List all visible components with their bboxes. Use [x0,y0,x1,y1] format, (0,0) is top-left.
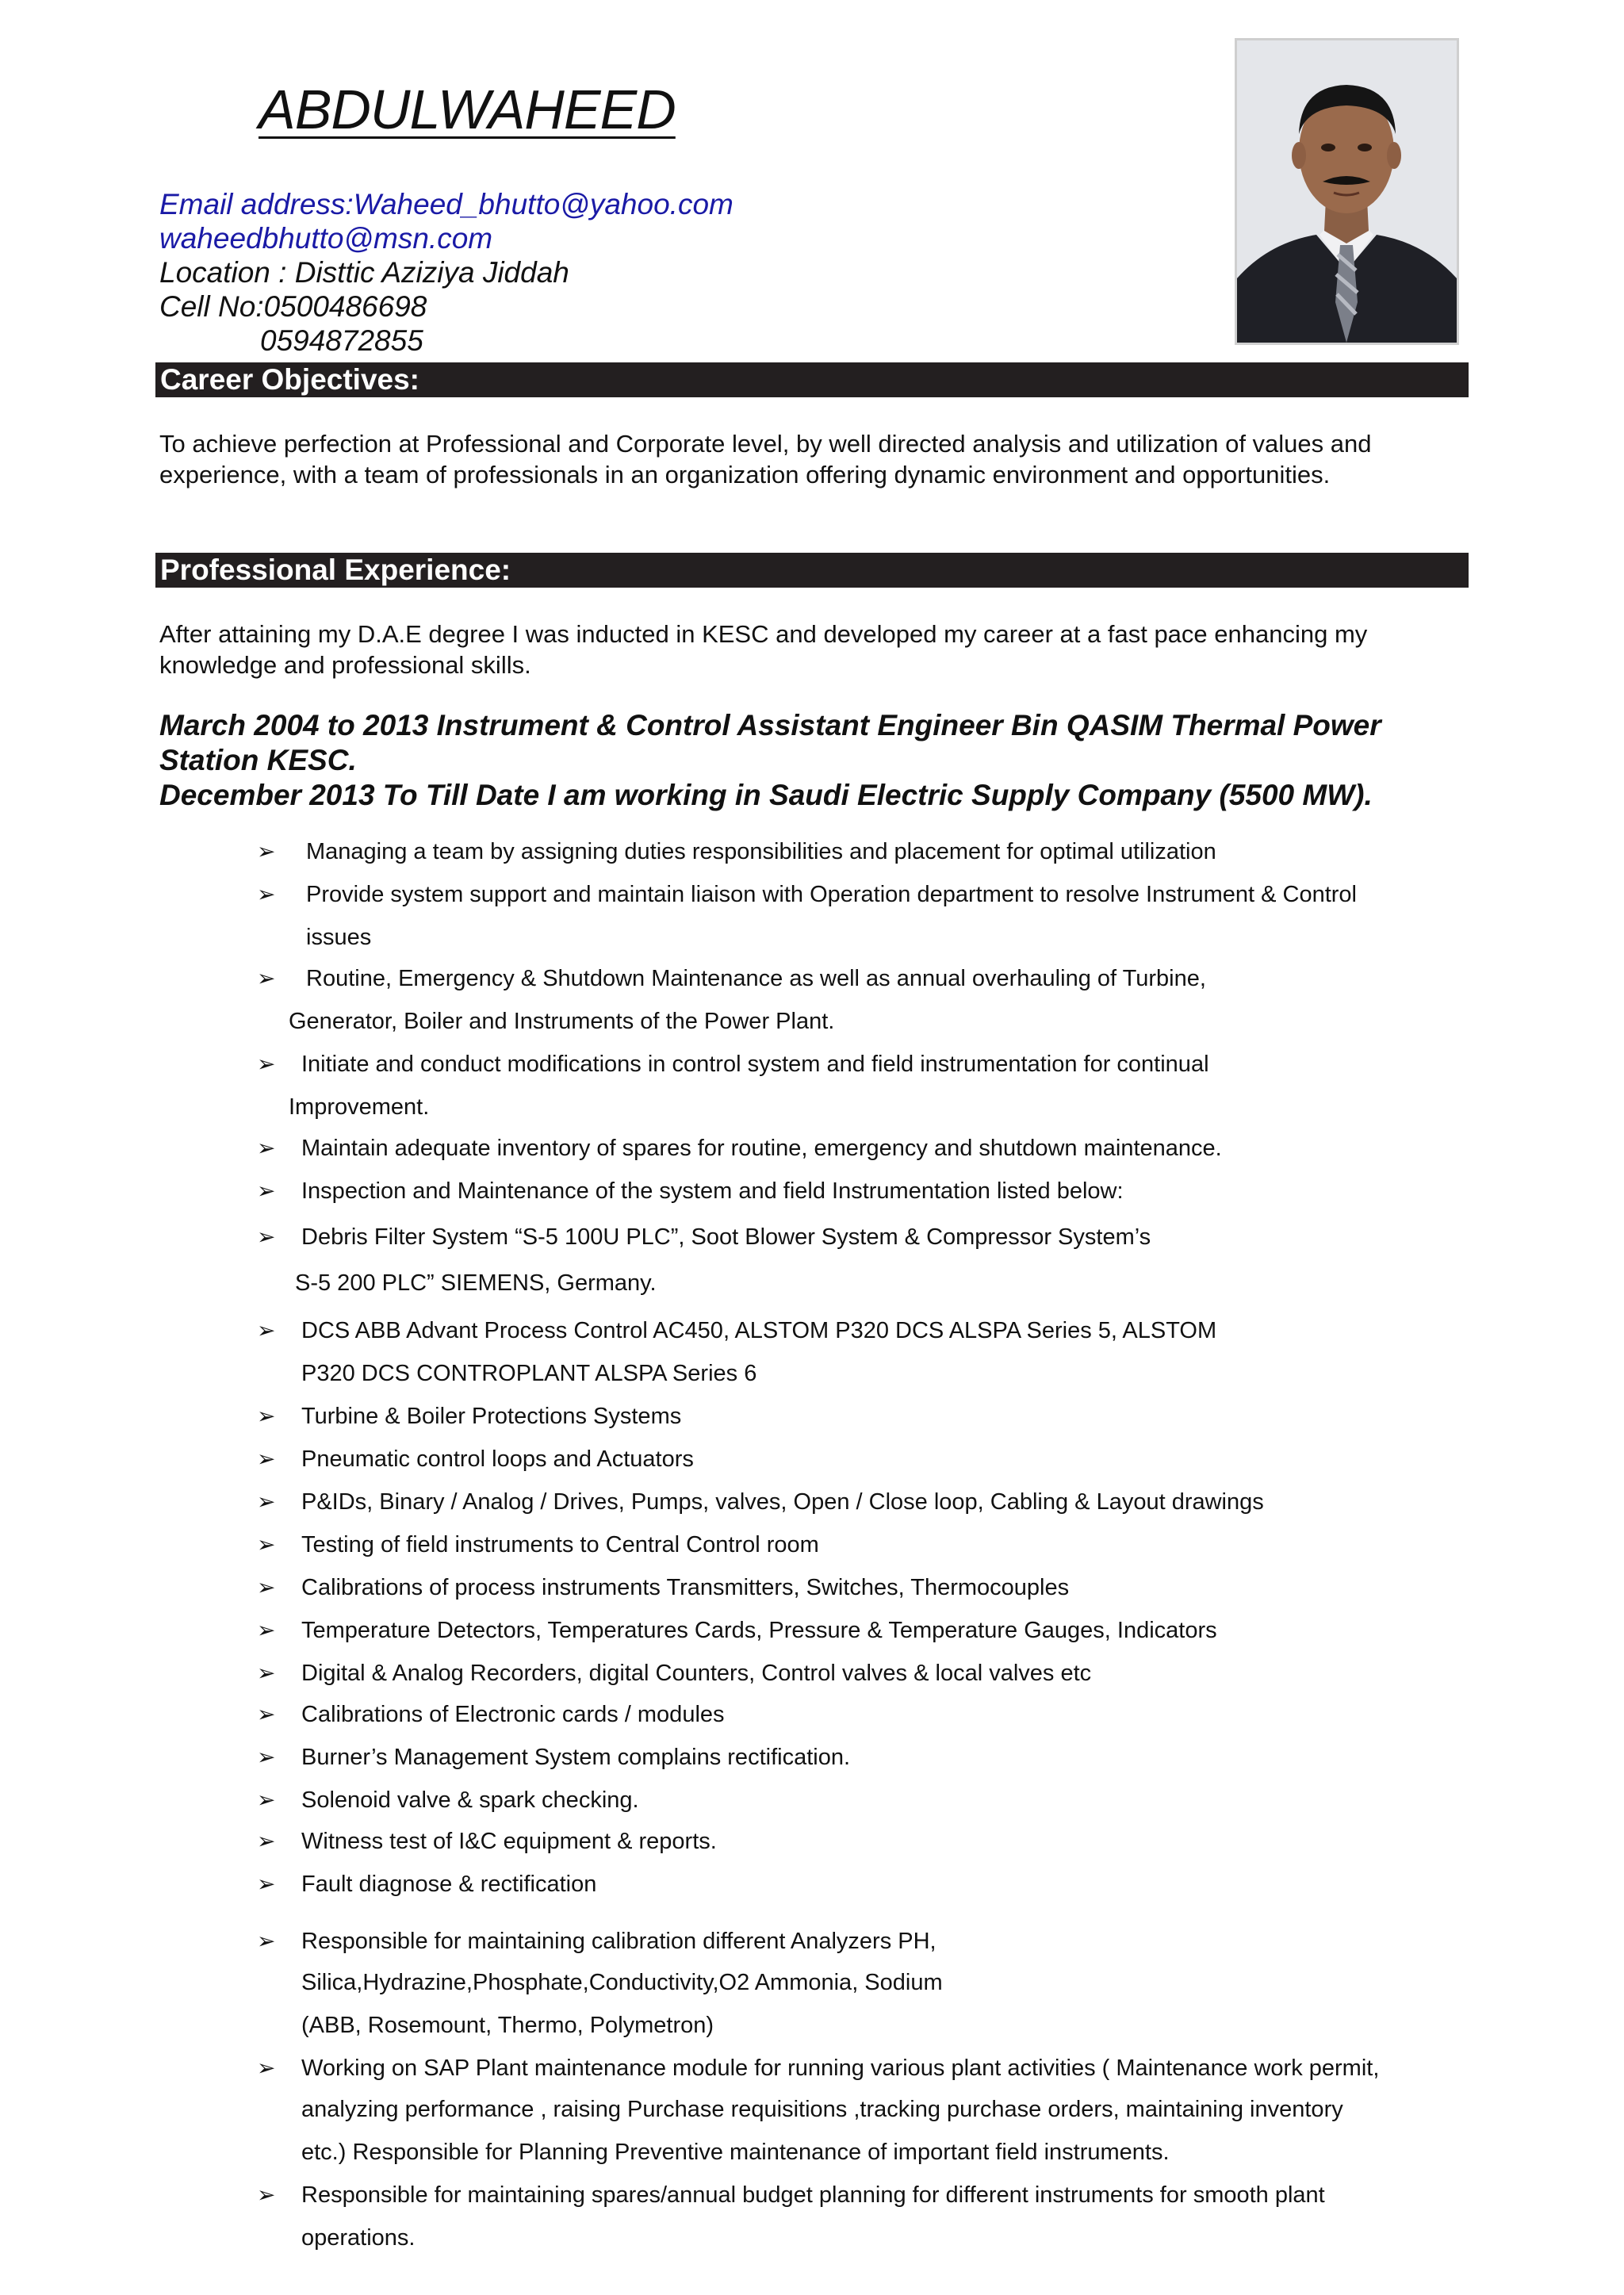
bullet-icon: ➢ [257,1745,276,1769]
duty-item: Provide system support and maintain liaison with Operation department to resolve Instrument & Control [306,882,1357,907]
duty-item: Calibrations of process instruments Transmitters, Switches, Thermocouples [301,1575,1070,1600]
duty-item: etc.) Responsible for Planning Preventive maintenance of important field instruments. [301,2140,1170,2165]
bullet-icon: ➢ [257,1787,276,1812]
email-line-2[interactable]: waheedbhutto@msn.com [159,222,493,255]
cell-line: Cell No:0500486698 [159,290,427,323]
duty-item: Routine, Emergency & Shutdown Maintenance as well as annual overhauling of Turbine, [306,966,1206,991]
experience-positions [159,708,1468,813]
bullet-icon: ➢ [257,2182,276,2207]
duty-item: Fault diagnose & rectification [301,1872,597,1897]
duty-item: Improvement. [289,1094,430,1120]
duty-item: Witness test of I&C equipment & reports. [301,1829,717,1854]
email-line[interactable]: Email address:Waheed_bhutto@yahoo.com [159,188,733,220]
bullet-icon: ➢ [257,1136,276,1160]
bullet-icon: ➢ [257,1489,276,1514]
duty-item: Silica,Hydrazine,Phosphate,Conductivity,O2 Ammonia, Sodium [301,1970,943,1995]
duty-item: P&IDs, Binary / Analog / Drives, Pumps, valves, Open / Close loop, Cabling & Layout drawings [301,1489,1264,1515]
duty-item: Responsible for maintaining calibration different Analyzers PH, [301,1929,936,1954]
portrait-image [1237,40,1457,343]
duty-item: issues [306,925,372,950]
bullet-icon: ➢ [257,1224,276,1249]
career-objectives-text: To achieve perfection at Professional and Corporate level, by well directed analysis and utilization of values and experience, with a team of professionals in an organization offering dynamic environment and opportunities. [159,430,1372,489]
duty-item: DCS ABB Advant Process Control AC450, ALSTOM P320 DCS ALSPA Series 5, ALSTOM [301,1318,1217,1343]
duty-item: Temperature Detectors, Temperatures Cards, Pressure & Temperature Gauges, Indicators [301,1618,1217,1643]
position-line-2: Station KESC. [159,744,357,776]
bullet-icon: ➢ [257,1661,276,1685]
bullet-icon: ➢ [257,1829,276,1853]
professional-experience-heading: Professional Experience: [155,553,1469,588]
bullet-icon: ➢ [257,1052,276,1076]
cell-line-2: 0594872855 [260,324,423,357]
bullet-icon: ➢ [257,1702,276,1726]
bullet-icon: ➢ [257,1318,276,1343]
bullet-icon: ➢ [257,839,276,864]
duty-item: Turbine & Boiler Protections Systems [301,1404,682,1429]
position-line-1: March 2004 to 2013 Instrument & Control Assistant Engineer Bin QASIM Thermal Power [159,709,1381,741]
candidate-name: ABDULWAHEED [259,79,676,140]
duty-item: Pneumatic control loops and Actuators [301,1446,694,1472]
contact-block [159,187,733,358]
duty-item: analyzing performance , raising Purchase requisitions ,tracking purchase orders, maintaining inventory [301,2097,1343,2122]
bullet-icon: ➢ [257,1929,276,1953]
duty-item: Debris Filter System “S-5 100U PLC”, Soot Blower System & Compressor System’s [301,1224,1151,1250]
duty-item: Generator, Boiler and Instruments of the Power Plant. [289,1009,835,1034]
duty-item: operations. [301,2225,416,2251]
duty-item: Calibrations of Electronic cards / modules [301,1702,725,1727]
profile-photo [1235,38,1459,345]
duty-item: Testing of field instruments to Central Control room [301,1532,819,1557]
position-line-3: December 2013 To Till Date I am working in Saudi Electric Supply Company (5500 MW). [159,779,1373,811]
professional-experience-text: After attaining my D.A.E degree I was inducted in KESC and developed my career at a fast pace enhancing my knowledge and professional skills. [159,620,1368,679]
location-line: Location : Disttic Aziziya Jiddah [159,256,569,289]
bullet-icon: ➢ [257,1404,276,1428]
bullet-icon: ➢ [257,1872,276,1896]
duty-item: S-5 200 PLC” SIEMENS, Germany. [295,1270,657,1296]
duty-item: Working on SAP Plant maintenance module for running various plant activities ( Maintenance work permit, [301,2056,1380,2081]
duty-item: Responsible for maintaining spares/annual budget planning for different instruments for smooth plant [301,2182,1325,2208]
bullet-icon: ➢ [257,1446,276,1471]
bullet-icon: ➢ [257,1575,276,1600]
duty-item: Burner’s Management System complains rectification. [301,1745,851,1770]
bullet-icon: ➢ [257,1532,276,1557]
bullet-icon: ➢ [257,1618,276,1642]
duty-item: Maintain adequate inventory of spares for routine, emergency and shutdown maintenance. [301,1136,1222,1161]
bullet-icon: ➢ [257,966,276,990]
bullet-icon: ➢ [257,1178,276,1203]
duty-item: Solenoid valve & spark checking. [301,1787,639,1813]
duty-item: Initiate and conduct modifications in control system and field instrumentation for continual [301,1052,1209,1077]
duty-item: (ABB, Rosemount, Thermo, Polymetron) [301,2013,714,2038]
bullet-icon: ➢ [257,882,276,906]
bullet-icon: ➢ [257,2056,276,2080]
duty-item: P320 DCS CONTROPLANT ALSPA Series 6 [301,1361,757,1386]
career-objectives-heading: Career Objectives: [155,362,1469,397]
duty-item: Inspection and Maintenance of the system and field Instrumentation listed below: [301,1178,1124,1204]
duty-item: Managing a team by assigning duties responsibilities and placement for optimal utilization [306,839,1216,864]
duty-item: Digital & Analog Recorders, digital Counters, Control valves & local valves etc [301,1661,1092,1686]
